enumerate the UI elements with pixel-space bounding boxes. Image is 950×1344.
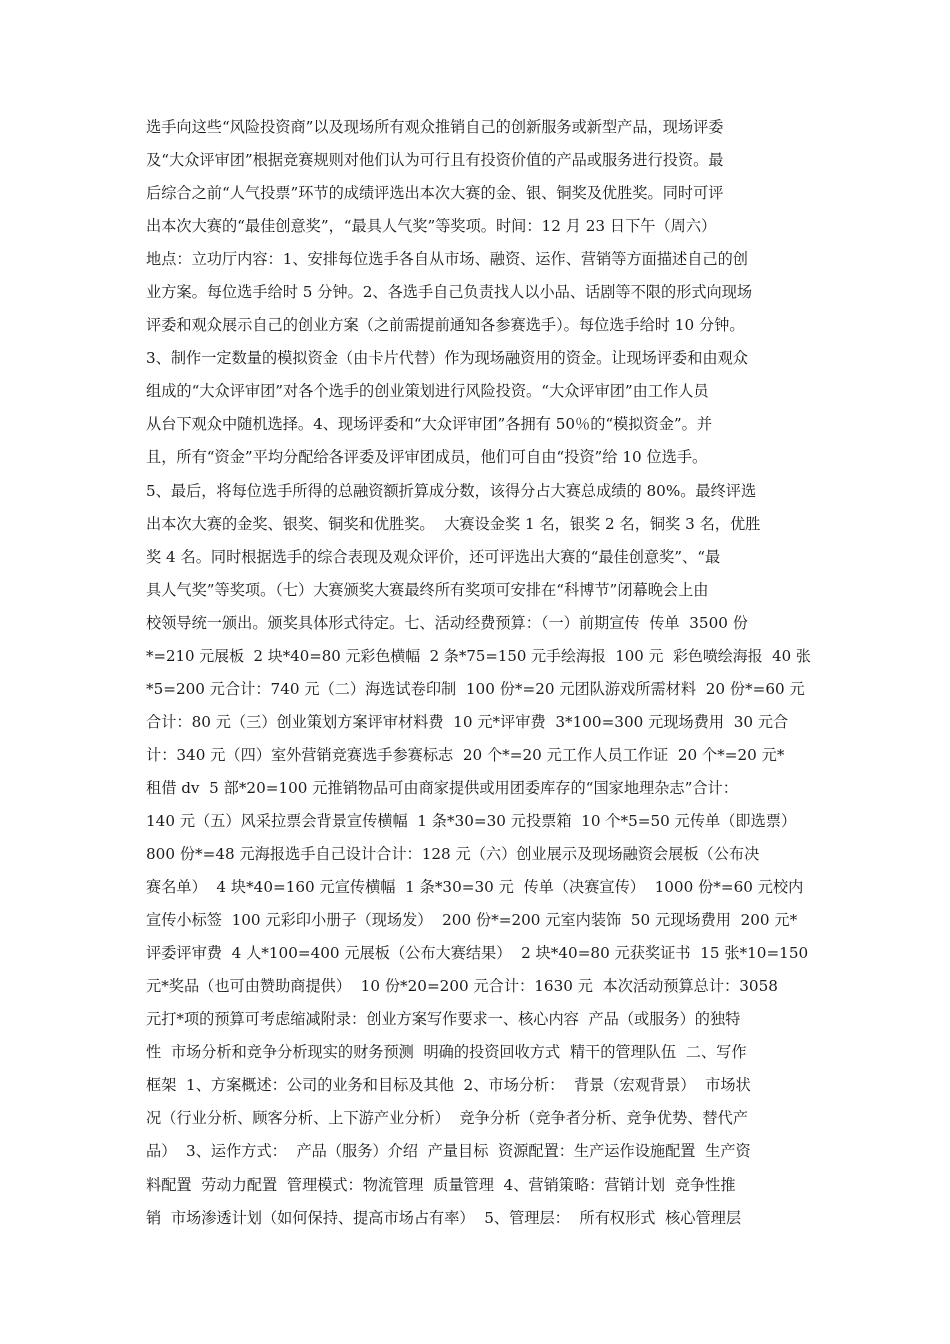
text-line: 赛名单） 4 块*40=160 元宣传横幅 1 条*30=30 元 传单（决赛宣传） 1000 份*=60 元校内 [146,878,804,897]
text-line: 元*奖品（也可由赞助商提供） 10 份*20=200 元合计：1630 元 本次活动预算总计：3058 [146,977,778,996]
text-line: 元打*项的预算可考虑缩减附录：创业方案写作要求一、核心内容 产品（或服务）的独特 [146,1010,741,1029]
text-line: 框架 1、方案概述：公司的业务和目标及其他 2、市场分析： 背景（宏观背景） 市场状 [146,1076,751,1095]
text-line: 具人气奖”等奖项。（七）大赛颁奖大赛最终所有奖项可安排在“科博节”闭幕晚会上由 [146,580,709,599]
text-line: 地点：立功厅内容：1、安排每位选手各自从市场、融资、运作、营销等方面描述自己的创 [146,250,748,269]
body-text [146,111,811,1235]
text-line: 况（行业分析、顾客分析、上下游产业分析） 竞争分析（竞争者分析、竞争优势、替代产 [146,1109,748,1128]
text-line: 出本次大赛的“最佳创意奖”，“最具人气奖”等奖项。时间：12 月 23 日下午（周六） [146,217,717,236]
text-line: 奖 4 名。同时根据选手的综合表现及观众评价，还可评选出大赛的“最佳创意奖”、“最 [146,547,721,566]
text-line: *=210 元展板 2 块*40=80 元彩色横幅 2 条*75=150 元手绘海报 100 元 彩色喷绘海报 40 张 [146,646,811,665]
text-line: 评委评审费 4 人*100=400 元展板（公布大赛结果） 2 块*40=80 元获奖证书 15 张*10=150 [146,944,809,963]
text-line: 性 市场分析和竞争分析现实的财务预测 明确的投资回收方式 精干的管理队伍 二、写作 [146,1043,747,1062]
text-line: 业方案。每位选手给时 5 分钟。2、各选手自己负责找人以小品、话剧等不限的形式向现场 [146,283,753,302]
text-line: 组成的“大众评审团”对各个选手的创业策划进行风险投资。“大众评审团”由工作人员 [146,382,709,401]
text-line: 选手向这些“风险投资商”以及现场所有观众推销自己的创新服务或新型产品，现场评委 [146,118,724,136]
text-line: 及“大众评审团”根据竞赛规则对他们认为可行且有投资价值的产品或服务进行投资。最 [146,151,724,170]
text-line: 合计：80 元（三）创业策划方案评审材料费 10 元*评审费 3*100=300 元现场费用 30 元合 [146,712,789,731]
text-line: 3、制作一定数量的模拟资金（由卡片代替）作为现场融资用的资金。让现场评委和由观众 [146,349,748,368]
text-line: 从台下观众中随机选择。4、现场评委和“大众评审团”各拥有 50％的“模拟资金”。并 [146,415,713,434]
text-line: 140 元（五）风采拉票会背景宣传横幅 1 条*30=30 元投票箱 10 个*5=50 元传单（即选票） [146,811,797,830]
text-line: 且，所有“资金”平均分配给各评委及评审团成员，他们可自由“投资”给 10 位选手。 [146,448,708,467]
text-line: 后综合之前“人气投票”环节的成绩评选出本次大赛的金、银、铜奖及优胜奖。同时可评 [146,184,724,203]
text-line: 租借 dv 5 部*20=100 元推销物品可由商家提供或用团委库存的“国家地理杂志”合计： [146,778,738,797]
text-line: 校领导统一颁出。颁奖具体形式待定。七、活动经费预算：（一）前期宣传 传单 3500 份 [146,613,748,632]
text-line: 计：340 元（四）室外营销竞赛选手参赛标志 20 个*=20 元工作人员工作证 20 个*=20 元* [146,745,785,764]
text-line: 料配置 劳动力配置 管理模式：物流管理 质量管理 4、营销策略：营销计划 竞争性推 [146,1175,736,1194]
text-line: 评委和观众展示自己的创业方案（之前需提前通知各参赛选手）。每位选手给时 10 分钟。 [146,316,745,335]
text-line: 宣传小标签 100 元彩印小册子（现场发） 200 份*=200 元室内装饰 50 元现场费用 200 元* [146,911,798,930]
text-line: 800 份*=48 元海报选手自己设计合计：128 元（六）创业展示及现场融资会展板（公布决 [146,845,760,864]
text-line: 品） 3、运作方式： 产品（服务）介绍 产量目标 资源配置：生产运作设施配置 生产资 [146,1142,751,1161]
text-line: *5=200 元合计：740 元（二）海选试卷印制 100 份*=20 元团队游戏所需材料 20 份*=60 元 [146,679,805,698]
text-line: 销 市场渗透计划（如何保持、提高市场占有率） 5、管理层： 所有权形式 核心管理层 [146,1208,742,1227]
text-line: 5、最后，将每位选手所得的总融资额折算成分数，该得分占大赛总成绩的 80%。最终评选 [146,481,757,500]
text-line: 出本次大赛的金奖、银奖、铜奖和优胜奖。 大赛设金奖 1 名，银奖 2 名，铜奖 3 名，优胜 [146,514,761,533]
